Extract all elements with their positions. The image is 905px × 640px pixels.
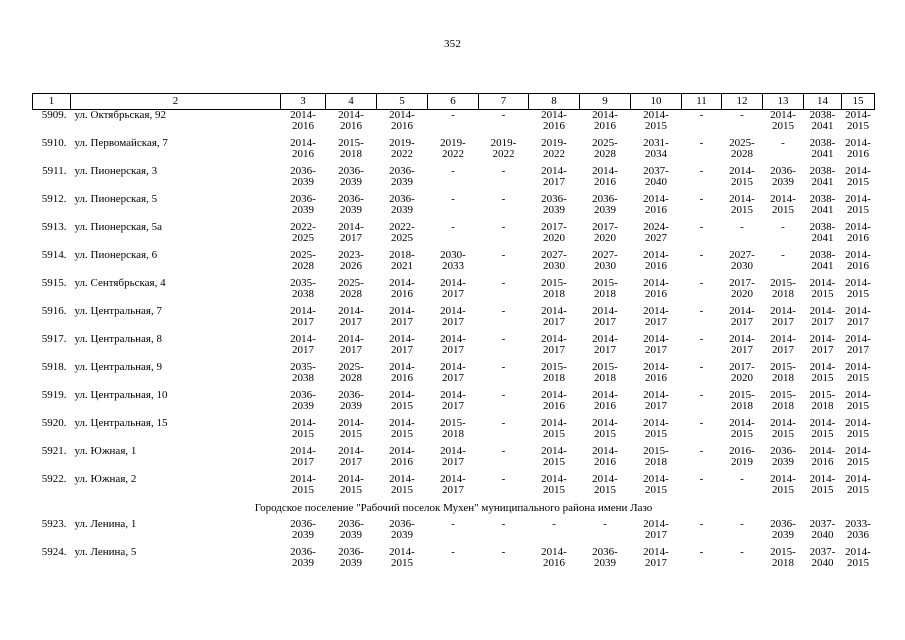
- table-cell: 2036- 2039: [592, 546, 618, 569]
- table-cell: 2022- 2025: [290, 221, 316, 244]
- table-cell: -: [699, 473, 704, 485]
- table-cell: 2036- 2039: [290, 389, 316, 412]
- column-header: 7: [479, 94, 529, 110]
- table-cell: -: [740, 546, 744, 558]
- table-cell: -: [699, 305, 704, 317]
- table-cell: -: [740, 518, 744, 530]
- table-cell: 2014- 2017: [643, 305, 669, 328]
- table-cell: -: [501, 417, 506, 429]
- table-cell: 2014- 2017: [440, 333, 466, 356]
- table-cell: 2014- 2015: [845, 193, 871, 216]
- table-cell: 2014- 2017: [541, 165, 567, 188]
- table-cell: 2014- 2017: [729, 333, 755, 356]
- table-cell: 2014- 2015: [809, 473, 836, 496]
- table-cell: 2014- 2015: [845, 361, 871, 384]
- table-cell: 2036- 2039: [770, 518, 796, 541]
- table-cell: 2025- 2028: [338, 277, 364, 300]
- table-cell: -: [501, 473, 506, 485]
- table-cell: 2036- 2039: [592, 193, 618, 216]
- row-number: 5920.: [41, 417, 67, 429]
- table-cell: 2036- 2039: [338, 389, 364, 412]
- table-cell: -: [501, 445, 506, 457]
- table-cell: 2014- 2017: [770, 305, 796, 328]
- table-row: [33, 306, 875, 334]
- table-cell: 2036- 2039: [338, 165, 364, 188]
- table-cell: 2015- 2018: [338, 137, 364, 160]
- table-cell: 2025- 2028: [338, 361, 364, 384]
- table-cell: 2015- 2018: [770, 389, 796, 412]
- table-cell: 2014- 2015: [541, 417, 567, 440]
- row-address: ул. Пионерская, 3: [74, 165, 158, 177]
- table-cell: 2014- 2015: [809, 361, 836, 384]
- table-cell: 2014- 2017: [809, 333, 836, 356]
- table-cell: 2014- 2015: [845, 445, 871, 468]
- table-cell: 2014- 2016: [290, 137, 316, 160]
- table-cell: 2018- 2021: [389, 249, 415, 272]
- table-cell: -: [699, 333, 704, 345]
- table-cell: -: [603, 518, 607, 530]
- table-cell: -: [501, 249, 506, 261]
- table-body: [33, 110, 875, 576]
- table-cell: 2019- 2022: [490, 137, 517, 160]
- table-cell: 2014- 2016: [643, 361, 669, 384]
- table-cell: 2014- 2015: [290, 473, 316, 496]
- table-cell: 2014- 2015: [389, 473, 415, 496]
- table-cell: -: [781, 137, 785, 149]
- table-row: [33, 474, 875, 502]
- row-number: 5921.: [41, 445, 67, 457]
- table-cell: 2014- 2016: [541, 389, 567, 412]
- schedule-table: [32, 93, 875, 575]
- table-cell: 2014- 2015: [338, 417, 364, 440]
- column-header: 8: [529, 94, 580, 110]
- table-cell: 2014- 2015: [770, 193, 796, 216]
- table-cell: 2038- 2041: [809, 249, 836, 272]
- table-cell: 2014- 2016: [290, 109, 316, 132]
- table-row: [33, 166, 875, 194]
- table-cell: 2014- 2016: [643, 277, 669, 300]
- table-cell: -: [699, 277, 704, 289]
- column-header: 10: [631, 94, 682, 110]
- table-cell: -: [699, 417, 704, 429]
- column-header: 9: [580, 94, 631, 110]
- table-cell: -: [699, 389, 704, 401]
- table-cell: 2015- 2018: [541, 361, 567, 384]
- table-cell: 2014- 2017: [643, 546, 669, 569]
- table-cell: 2036- 2039: [389, 193, 415, 216]
- table-cell: 2038- 2041: [809, 193, 836, 216]
- table-row: [33, 362, 875, 390]
- table-cell: 2015- 2018: [809, 389, 836, 412]
- table-cell: 2038- 2041: [809, 137, 836, 160]
- table-cell: 2015- 2018: [770, 361, 796, 384]
- table-cell: 2014- 2016: [389, 109, 415, 132]
- table-cell: 2036- 2039: [770, 165, 796, 188]
- table-cell: 2014- 2017: [440, 277, 466, 300]
- table-cell: -: [451, 193, 455, 205]
- table-cell: 2014- 2017: [290, 445, 316, 468]
- table-cell: 2035- 2038: [290, 361, 316, 384]
- table-cell: 2014- 2017: [809, 305, 836, 328]
- table-cell: 2014- 2017: [845, 305, 871, 328]
- table-cell: 2014- 2017: [643, 333, 669, 356]
- table-cell: 2036- 2039: [389, 518, 415, 541]
- table-cell: 2015- 2018: [770, 277, 796, 300]
- column-header: 6: [428, 94, 479, 110]
- table-cell: 2014- 2017: [440, 361, 466, 384]
- table-cell: 2014- 2015: [643, 473, 669, 496]
- table-cell: 2014- 2015: [643, 417, 669, 440]
- table-cell: -: [699, 546, 704, 558]
- row-address: ул. Южная, 2: [74, 473, 137, 485]
- table-cell: 2015- 2018: [541, 277, 567, 300]
- table-cell: 2037- 2040: [809, 546, 836, 569]
- table-cell: 2036- 2039: [290, 193, 316, 216]
- table-cell: 2014- 2017: [541, 333, 567, 356]
- table-cell: 2014- 2016: [592, 445, 618, 468]
- table-cell: 2038- 2041: [809, 221, 836, 244]
- row-number: 5909.: [41, 109, 67, 121]
- row-address: ул. Пионерская, 5а: [74, 221, 162, 233]
- table-cell: 2036- 2039: [338, 518, 364, 541]
- row-address: ул. Пионерская, 5: [74, 193, 158, 205]
- table-cell: -: [501, 361, 506, 373]
- table-cell: 2017- 2020: [541, 221, 567, 244]
- table-cell: 2014- 2015: [770, 417, 796, 440]
- table-cell: 2014- 2017: [338, 333, 364, 356]
- table-cell: 2014- 2016: [643, 193, 669, 216]
- table-cell: 2014- 2017: [643, 389, 669, 412]
- table-cell: 2027- 2030: [592, 249, 618, 272]
- table-cell: 2014- 2016: [809, 445, 836, 468]
- table-cell: -: [781, 249, 785, 261]
- table-row: [33, 250, 875, 278]
- table-cell: 2019- 2022: [541, 137, 567, 160]
- table-cell: -: [501, 109, 506, 121]
- table-cell: -: [552, 518, 556, 530]
- table-cell: 2015- 2018: [440, 417, 466, 440]
- table-cell: 2014- 2016: [845, 249, 871, 272]
- row-number: 5923.: [41, 518, 67, 530]
- table-cell: 2014- 2015: [845, 417, 871, 440]
- row-number: 5913.: [41, 221, 67, 233]
- table-row: [33, 418, 875, 446]
- table-cell: 2014- 2015: [389, 389, 415, 412]
- table-cell: -: [451, 221, 455, 233]
- table-cell: 2014- 2017: [389, 333, 415, 356]
- table-cell: 2036- 2039: [290, 518, 316, 541]
- table-cell: 2014- 2015: [809, 417, 836, 440]
- table-cell: 2014- 2015: [845, 389, 871, 412]
- table-cell: 2023- 2026: [338, 249, 364, 272]
- row-address: ул. Октябрьская, 92: [74, 109, 166, 121]
- table-cell: 2015- 2018: [643, 445, 669, 468]
- table-cell: -: [501, 305, 506, 317]
- table-row: [33, 390, 875, 418]
- table-cell: -: [451, 546, 455, 558]
- table-row: [33, 519, 875, 547]
- table-cell: 2014- 2015: [389, 417, 415, 440]
- table-cell: 2014- 2015: [845, 546, 871, 569]
- table-cell: -: [501, 193, 506, 205]
- table-row: [33, 194, 875, 222]
- table-cell: 2014- 2016: [592, 389, 618, 412]
- table-cell: -: [699, 445, 704, 457]
- table-cell: 2014- 2017: [643, 518, 669, 541]
- table-cell: 2014- 2017: [541, 305, 567, 328]
- table-cell: 2014- 2015: [770, 473, 796, 496]
- table-cell: 2025- 2028: [290, 249, 316, 272]
- table-cell: 2025- 2028: [592, 137, 618, 160]
- table-cell: 2038- 2041: [809, 165, 836, 188]
- row-address: ул. Ленина, 1: [74, 518, 137, 530]
- column-header: 15: [842, 94, 875, 110]
- table-cell: 2022- 2025: [389, 221, 415, 244]
- table-cell: -: [451, 165, 455, 177]
- row-number: 5914.: [41, 249, 67, 261]
- table-cell: 2019- 2022: [389, 137, 415, 160]
- table-cell: 2014- 2015: [729, 417, 755, 440]
- section-title: Городское поселение "Рабочий поселок Мухен" муниципального района имени Лазо: [254, 502, 653, 514]
- table-cell: -: [781, 221, 785, 233]
- table-cell: -: [740, 221, 744, 233]
- table-cell: 2015- 2018: [592, 361, 618, 384]
- column-header: 11: [682, 94, 722, 110]
- table-cell: -: [699, 518, 704, 530]
- table-cell: 2014- 2015: [809, 277, 836, 300]
- table-cell: 2014- 2015: [729, 165, 755, 188]
- table-cell: 2014- 2015: [845, 473, 871, 496]
- table-cell: 2014- 2017: [338, 445, 364, 468]
- column-header: 13: [763, 94, 804, 110]
- table-cell: 2036- 2039: [290, 546, 316, 569]
- table-cell: 2014- 2015: [338, 473, 364, 496]
- table-cell: 2014- 2016: [338, 109, 364, 132]
- table-row: [33, 278, 875, 306]
- table-cell: 2014- 2015: [592, 473, 618, 496]
- row-number: 5924.: [41, 546, 67, 558]
- table-cell: 2014- 2016: [643, 249, 669, 272]
- table-cell: 2038- 2041: [809, 109, 836, 132]
- row-address: ул. Ленина, 5: [74, 546, 137, 558]
- table-cell: 2014- 2017: [338, 221, 364, 244]
- row-address: ул. Центральная, 10: [74, 389, 168, 401]
- table-cell: 2014- 2017: [440, 305, 466, 328]
- table-cell: 2019- 2022: [440, 137, 466, 160]
- row-number: 5910.: [41, 137, 67, 149]
- table-cell: 2016- 2019: [729, 445, 755, 468]
- table-cell: -: [740, 109, 744, 121]
- table-cell: 2014- 2015: [845, 165, 871, 188]
- table-cell: 2014- 2015: [845, 277, 871, 300]
- table-cell: 2036- 2039: [389, 165, 415, 188]
- table-cell: 2014- 2015: [541, 445, 567, 468]
- table-cell: 2017- 2020: [592, 221, 618, 244]
- row-number: 5915.: [41, 277, 67, 289]
- table-cell: 2036- 2039: [541, 193, 567, 216]
- table-cell: 2037- 2040: [643, 165, 669, 188]
- table-cell: -: [501, 333, 506, 345]
- table-row: [33, 334, 875, 362]
- table-cell: -: [699, 165, 704, 177]
- table-cell: 2017- 2020: [729, 277, 755, 300]
- table-cell: -: [699, 193, 704, 205]
- table-cell: 2033- 2036: [845, 518, 871, 541]
- table-cell: 2014- 2017: [440, 473, 466, 496]
- table-row: [33, 138, 875, 166]
- table-cell: 2031- 2034: [643, 137, 669, 160]
- row-address: ул. Пионерская, 6: [74, 249, 158, 261]
- table-cell: 2017- 2020: [729, 361, 755, 384]
- header-row: [33, 94, 875, 110]
- table-cell: 2014- 2016: [845, 221, 871, 244]
- table-cell: 2014- 2015: [845, 109, 871, 132]
- row-address: ул. Сентябрьская, 4: [74, 277, 166, 289]
- table-cell: -: [451, 109, 455, 121]
- table-cell: 2014- 2016: [845, 137, 871, 160]
- page-number: 352: [443, 38, 462, 50]
- table-cell: 2014- 2016: [592, 109, 618, 132]
- table-cell: 2014- 2015: [541, 473, 567, 496]
- row-number: 5911.: [42, 165, 67, 177]
- table-cell: 2014- 2015: [643, 109, 669, 132]
- table-cell: 2014- 2017: [290, 305, 316, 328]
- table-cell: -: [501, 546, 506, 558]
- table-cell: 2014- 2015: [290, 417, 316, 440]
- table-cell: 2014- 2017: [338, 305, 364, 328]
- table-cell: 2015- 2018: [592, 277, 618, 300]
- table-cell: -: [740, 473, 744, 485]
- table-row: [33, 222, 875, 250]
- column-header: 14: [804, 94, 842, 110]
- table-cell: 2014- 2015: [389, 546, 415, 569]
- table-cell: 2014- 2015: [729, 193, 755, 216]
- table-row: [33, 110, 875, 139]
- table-cell: 2014- 2017: [440, 389, 466, 412]
- table-cell: -: [501, 518, 506, 530]
- column-header: 5: [377, 94, 428, 110]
- table-cell: 2014- 2016: [541, 109, 567, 132]
- table-cell: 2027- 2030: [729, 249, 755, 272]
- table-cell: 2014- 2017: [729, 305, 755, 328]
- table-cell: 2036- 2039: [338, 193, 364, 216]
- table-cell: -: [501, 277, 506, 289]
- row-number: 5912.: [41, 193, 67, 205]
- column-header: 1: [33, 94, 71, 110]
- table-cell: -: [699, 361, 704, 373]
- row-address: ул. Центральная, 8: [74, 333, 162, 345]
- table-cell: 2037- 2040: [809, 518, 836, 541]
- column-header: 2: [71, 94, 281, 110]
- table-cell: 2035- 2038: [290, 277, 316, 300]
- row-number: 5918.: [41, 361, 67, 373]
- table-row: [33, 446, 875, 474]
- table-cell: -: [699, 249, 704, 261]
- table-cell: 2036- 2039: [290, 165, 316, 188]
- table-cell: 2015- 2018: [729, 389, 755, 412]
- table-cell: 2014- 2016: [389, 445, 415, 468]
- section-row: [33, 502, 875, 519]
- table-cell: 2014- 2015: [592, 417, 618, 440]
- table-cell: -: [451, 518, 455, 530]
- row-number: 5919.: [41, 389, 67, 401]
- row-number: 5917.: [41, 333, 67, 345]
- row-address: ул. Первомайская, 7: [74, 137, 168, 149]
- table-cell: 2014- 2017: [770, 333, 796, 356]
- column-header: 3: [281, 94, 326, 110]
- row-address: ул. Центральная, 9: [74, 361, 162, 373]
- table-cell: -: [501, 221, 506, 233]
- column-header: 4: [326, 94, 377, 110]
- table-cell: -: [699, 109, 704, 121]
- row-address: ул. Южная, 1: [74, 445, 137, 457]
- column-header: 12: [722, 94, 763, 110]
- table-cell: 2036- 2039: [770, 445, 796, 468]
- table-cell: 2027- 2030: [541, 249, 567, 272]
- row-address: ул. Центральная, 15: [74, 417, 168, 429]
- row-address: ул. Центральная, 7: [74, 305, 162, 317]
- table-row: [33, 547, 875, 575]
- row-number: 5922.: [41, 473, 67, 485]
- table-cell: 2014- 2017: [440, 445, 466, 468]
- row-number: 5916.: [41, 305, 67, 317]
- table-cell: 2014- 2016: [389, 277, 415, 300]
- table-cell: 2014- 2017: [592, 333, 618, 356]
- table-cell: 2014- 2017: [389, 305, 415, 328]
- table-cell: 2036- 2039: [338, 546, 364, 569]
- table-cell: -: [699, 137, 704, 149]
- table-cell: 2014- 2017: [592, 305, 618, 328]
- table-cell: -: [699, 221, 704, 233]
- table-cell: 2025- 2028: [729, 137, 755, 160]
- table-cell: 2014- 2016: [541, 546, 567, 569]
- table-cell: 2014- 2017: [845, 333, 871, 356]
- table-cell: 2030- 2033: [440, 249, 466, 272]
- table-cell: -: [501, 389, 506, 401]
- table-cell: -: [501, 165, 506, 177]
- table-cell: 2014- 2017: [290, 333, 316, 356]
- table-cell: 2014- 2016: [592, 165, 618, 188]
- table-cell: 2024- 2027: [643, 221, 669, 244]
- table-cell: 2014- 2016: [389, 361, 415, 384]
- table-cell: 2014- 2015: [770, 109, 796, 132]
- table-cell: 2015- 2018: [770, 546, 796, 569]
